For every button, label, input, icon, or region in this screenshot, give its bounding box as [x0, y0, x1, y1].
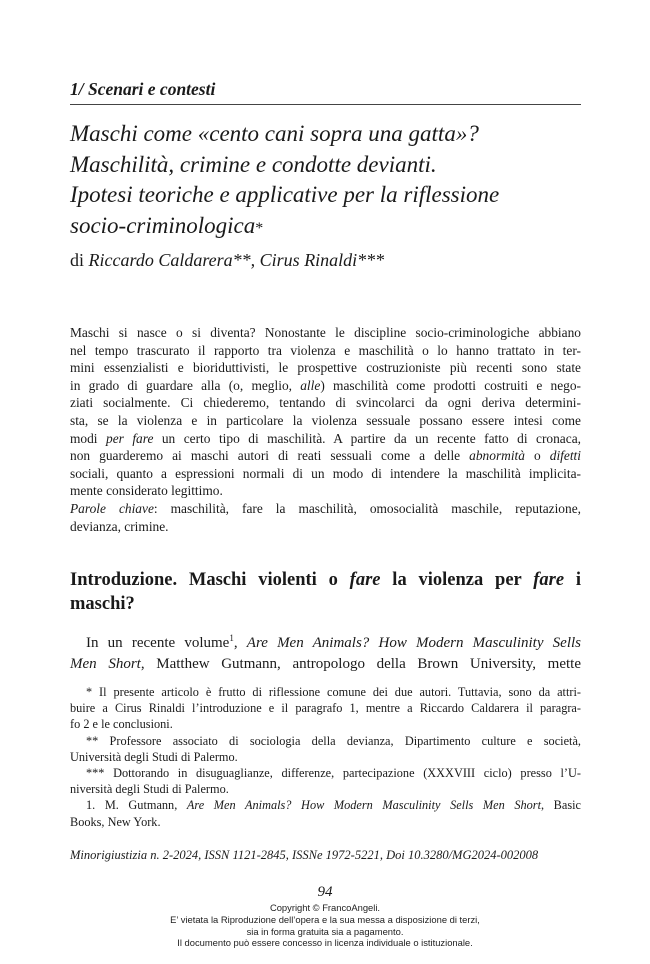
footnote-line: [70, 797, 581, 813]
abstract-text: o: [524, 448, 550, 464]
heading-line: [70, 568, 581, 592]
heading-text: Introduzione. Maschi violenti o: [70, 570, 350, 590]
book-title: Are Men Animals? How Modern Masculinity Sells: [246, 635, 582, 651]
copyright-line: Copyright © FrancoAngeli.: [269, 902, 381, 913]
abstract-emphasis: difetti: [549, 448, 581, 464]
abstract-text: un certo tipo di maschilità. A partire da un recente fatto di cronaca,: [153, 430, 581, 446]
keywords-label: Parole chiave: [70, 501, 154, 516]
author-name: Cirus Rinaldi***: [259, 250, 385, 270]
footnote-line: ** Professore associato di sociologia della devianza, Dipartimento culture e società,: [86, 733, 581, 748]
section-heading: [70, 568, 581, 616]
body-line: [70, 654, 581, 675]
title-line: [70, 211, 581, 245]
copyright-line: E’ vietata la Riproduzione dell’opera e la sua messa a disposizione di terzi,: [170, 913, 480, 925]
abstract-line: mini essenzialisti e bioriduttivisti, le prospettive costruzioniste più recenti sono state: [70, 360, 581, 376]
footnote-line: Università degli Studi di Palermo.: [70, 749, 238, 764]
footnote-line: buire a Cirus Rinaldi l’introduzione e il paragrafo 1, mentre a Riccardo Caldarera il paragra-: [70, 701, 581, 716]
footnote-text: 1. M. Gutmann,: [86, 798, 187, 813]
heading-text: i: [564, 570, 581, 590]
footnote-line: *** Dottorando in disuguaglianze, differenze, partecipazione (XXXVIII ciclo) presso l’U-: [86, 766, 581, 781]
footnote-line: fo 2 e le conclusioni.: [70, 717, 173, 732]
copyright-line: sia in forma gratuita sia a pagamento.: [246, 925, 404, 937]
keywords: [70, 500, 581, 535]
footnotes: [70, 684, 581, 830]
abstract-line: [70, 447, 581, 465]
abstract-emphasis: alle: [300, 377, 321, 393]
body-text: [70, 628, 581, 675]
footnote-line: * Il presente articolo è frutto di riflessione comune dei due autori. Tuttavia, sono da attri-: [86, 685, 581, 699]
keywords-line: devianza, crimine.: [70, 518, 169, 534]
body-text-run: , Matthew Gutmann, antropologo della Brown University, mette: [140, 656, 581, 672]
footnote-reference[interactable]: 1: [229, 633, 234, 643]
keywords-line: [70, 500, 581, 518]
footnote-text: , Basic: [541, 798, 581, 813]
body-text-run: ,: [233, 635, 247, 651]
abstract-text: modi: [70, 430, 106, 446]
book-title: Men Short: [70, 656, 141, 672]
title-line: Maschi come «cento cani sopra una gatta»?: [70, 121, 479, 146]
keywords-text: : maschilità, fare la maschilità, omosocialità maschile, reputazione,: [153, 501, 581, 516]
book-title: Are Men Animals? How Modern Masculinity Sells Men Short: [186, 798, 541, 813]
abstract-line: sociali, quanto a espressioni normali di un modo di intendere la maschilità implicita-: [70, 465, 581, 481]
heading-emphasis: fare: [533, 570, 565, 590]
copyright-notice: [0, 902, 650, 949]
section-header: 1/ Scenari e contesti: [70, 79, 216, 99]
abstract-line: [70, 377, 581, 395]
body-line: [70, 628, 581, 654]
byline-prefix: di: [70, 250, 89, 270]
abstract-text: ) maschilità come prodotti costruiti e nego-: [320, 377, 581, 393]
abstract-line: [70, 430, 581, 448]
author-name: Riccardo Caldarera**: [88, 250, 251, 270]
article-title: [70, 119, 581, 244]
abstract-emphasis: per fare: [106, 430, 154, 446]
body-text-run: In un recente volume: [86, 635, 230, 651]
page-number: 94: [317, 884, 333, 900]
abstract-line: ziati socialmente. Ci chiederemo, tentando di svincolarci da ogni deriva determini-: [70, 395, 581, 411]
footnote-line: niversità degli Studi di Palermo.: [70, 782, 229, 797]
abstract-emphasis: abnormità: [469, 448, 525, 464]
abstract-line: sta, se la violenza e in particolare la violenza sessuale possano essere intesi come: [70, 412, 581, 428]
footnote-line: Books, New York.: [70, 814, 161, 829]
heading-text: la violenza per: [380, 570, 534, 590]
title-line-text: socio-criminologica: [70, 212, 256, 238]
title-line: Ipotesi teoriche e applicative per la riflessione: [70, 182, 500, 207]
abstract-line: nel tempo trascurato il rapporto tra violenza e maschilità o lo hanno trattato in ter-: [70, 342, 581, 358]
author-separator: ,: [250, 250, 260, 270]
title-line: Maschilità, crimine e condotte devianti.: [70, 151, 437, 177]
abstract-line: Maschi si nasce o si diventa? Nonostante le discipline socio-criminologiche abbiano: [70, 325, 581, 340]
abstract: [70, 324, 581, 500]
header-rule: [70, 104, 581, 105]
journal-citation: Minorigiustizia n. 2-2024, ISSN 1121-2845, ISSNe 1972-5221, Doi 10.3280/MG2024-002008: [70, 848, 539, 862]
byline: [70, 250, 581, 271]
abstract-text: in grado di guardare alla (o, meglio,: [70, 377, 301, 393]
abstract-text: non guarderemo ai maschi autori di reati sessuali come a delle: [70, 448, 470, 464]
abstract-line: mente considerato legittimo.: [70, 483, 223, 499]
copyright-line: Il documento può essere concesso in licenza individuale o istituzionale.: [177, 937, 473, 949]
title-footnote-marker: *: [255, 219, 264, 237]
heading-emphasis: fare: [349, 570, 381, 590]
heading-line: maschi?: [70, 594, 135, 614]
